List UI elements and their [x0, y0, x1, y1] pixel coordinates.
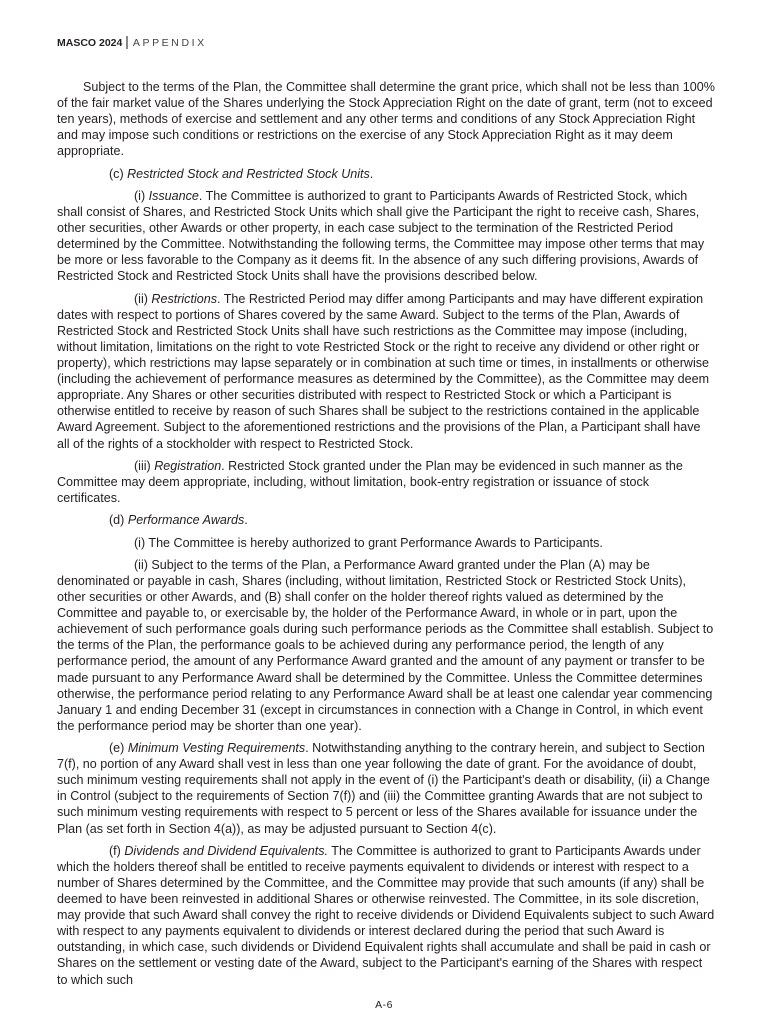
paragraph-sar-terms — [57, 79, 715, 159]
paragraph-text: . Restricted Stock granted under the Plan may be evidenced in such manner as the Committee may deem appropriate, including, without limitation, book-entry registration or issuance of stock certificates. — [57, 458, 683, 505]
item-prefix: (f) — [109, 843, 125, 858]
paragraph-text: (ii) Subject to the terms of the Plan, a Performance Award granted under the Plan (A) may be denominated or payable in cash, Shares (including, without limitation, Restricted Stock or Restricted Stock Units), other securities or other Awards, and (B) shall confer on the holder thereof rights valued as determined by the Committee and payable to, or exercisable by, the holder of the Performance Award, in whole or in part, upon the achievement of such performance goals during such performance periods as the Committee shall establish. Subject to the terms of the Plan, the performance goals to be achieved during any performance period, the length of any performance period, the amount of any Performance Award granted and the amount of any payment or transfer to be made pursuant to any Performance Award shall be determined by the Committee. Unless the Committee determines otherwise, the performance period relating to any Performance Award shall be at least one calendar year commencing January 1 and ending December 31 (except in circumstances in connection with a Change in Control, in which event the performance period may be shorter than one year). — [57, 557, 714, 733]
item-prefix: (i) — [134, 188, 149, 203]
paragraph-issuance — [57, 188, 715, 285]
document-body — [57, 0, 715, 988]
paragraph-text: (i) The Committee is hereby authorized to grant Performance Awards to Participants. — [134, 535, 603, 550]
page-header — [57, 36, 207, 49]
header-divider — [126, 36, 128, 49]
paragraph-text: . Notwithstanding anything to the contrary herein, and subject to Section 7(f), no portion of any Award shall vest in less than one year following the date of grant. For the avoidance of doubt, such minimum vesting requirements shall not apply in the event of (i) the Participant's death or disability, (ii) a Change in Control (subject to the requirements of Section 7(f)) and (iii) the Committee granting Awards that are not subject to such minimum vesting requirements with respect to 5 percent or less of the Shares available for issuance under the Plan (as set forth in Section 4(a)), as may be adjusted pursuant to Section 4(c). — [57, 741, 710, 836]
heading-restricted-stock — [57, 166, 715, 182]
paragraph-registration — [57, 458, 715, 506]
paragraph-performance-terms — [57, 557, 715, 734]
item-heading: Dividends and Dividend Equivalents. — [124, 843, 329, 858]
paragraph-minimum-vesting — [57, 740, 715, 837]
paragraph-text: . — [244, 513, 248, 528]
header-section: APPENDIX — [132, 36, 207, 49]
item-prefix: (c) — [109, 166, 128, 181]
paragraph-text: . The Restricted Period may differ among Participants and may have different expiration dates with respect to portions of Shares covered by the same Award. Subject to the terms of the Plan, Awards of Restricted Stock and Restricted Stock Units shall have such restrictions as the Committee may impose (including, without limitation, limitations on the right to vote Restricted Stock or the right to receive any dividend or other right or property), which restrictions may lapse separately or in combination at such time or times, in installments or otherwise (including the achievement of performance measures as determined by the Committee), as the Committee may deem appropriate. Any Shares or other securities distributed with respect to Restricted Stock or which a Participant is otherwise entitled to receive by reason of such Shares shall be subject to the restrictions contained in the applicable Award Agreement. Subject to the aforementioned restrictions and the provisions of the Plan, a Participant shall have all of the rights of a stockholder with respect to Restricted Stock. — [57, 291, 710, 451]
item-heading: Registration — [154, 458, 222, 473]
heading-performance-awards — [57, 512, 715, 528]
item-prefix: (e) — [109, 741, 128, 756]
page-number: A-6 — [375, 998, 393, 1011]
item-heading: Issuance — [148, 188, 199, 203]
item-prefix: (d) — [109, 513, 128, 528]
item-heading: Performance Awards — [127, 513, 245, 528]
item-heading: Restrictions — [151, 291, 217, 306]
paragraph-performance-authorization — [57, 535, 715, 551]
header-brand: MASCO 2024 — [57, 36, 123, 49]
item-heading: Restricted Stock and Restricted Stock Units — [127, 166, 370, 181]
item-heading: Minimum Vesting Requirements — [127, 741, 306, 756]
paragraph-text: . The Committee is authorized to grant to Participants Awards of Restricted Stock, which shall consist of Shares, and Restricted Stock Units which shall give the Participant the right to receive cash, Shares, other securities, other Awards or other property, in each case subject to the termination of the Restricted Period determined by the Committee. Notwithstanding the following terms, the Committee may impose other terms that may be more or less favorable to the Company as it deems fit. In the absence of any such differing provisions, Awards of Restricted Stock and Restricted Stock Units shall have the provisions described below. — [57, 188, 705, 284]
item-prefix: (iii) — [134, 458, 155, 473]
paragraph-text: Subject to the terms of the Plan, the Committee shall determine the grant price, which shall not be less than 100% of the fair market value of the Shares underlying the Stock Appreciation Right on the date of grant, term (not to exceed ten years), methods of exercise and settlement and any other terms and conditions of any Stock Appreciation Right and may impose such conditions or restrictions on the exercise of any Stock Appreciation Right as it may deem appropriate. — [57, 80, 715, 159]
paragraph-text: The Committee is authorized to grant to Participants Awards under which the holders thereof shall be entitled to receive payments equivalent to dividends or interest with respect to a number of Shares determined by the Committee, and the Committee may provide that such amounts (if any) shall be deemed to have been reinvested in additional Shares or otherwise reinvested. The Committee, in its sole discretion, may provide that such Award shall convey the right to receive dividends or Dividend Equivalents subject to such Award with respect to any payments equivalent to dividends or interest declared during the period that such Award is outstanding, in which case, such dividends or Dividend Equivalent rights shall accumulate and shall be paid in cash or Shares on the settlement or vesting date of the Award, subject to the Participant's earning of the Shares with respect to which such — [57, 843, 715, 987]
paragraph-restrictions — [57, 291, 715, 452]
paragraph-text: . — [369, 166, 374, 181]
paragraph-dividends — [57, 843, 715, 988]
item-prefix: (ii) — [134, 291, 152, 306]
